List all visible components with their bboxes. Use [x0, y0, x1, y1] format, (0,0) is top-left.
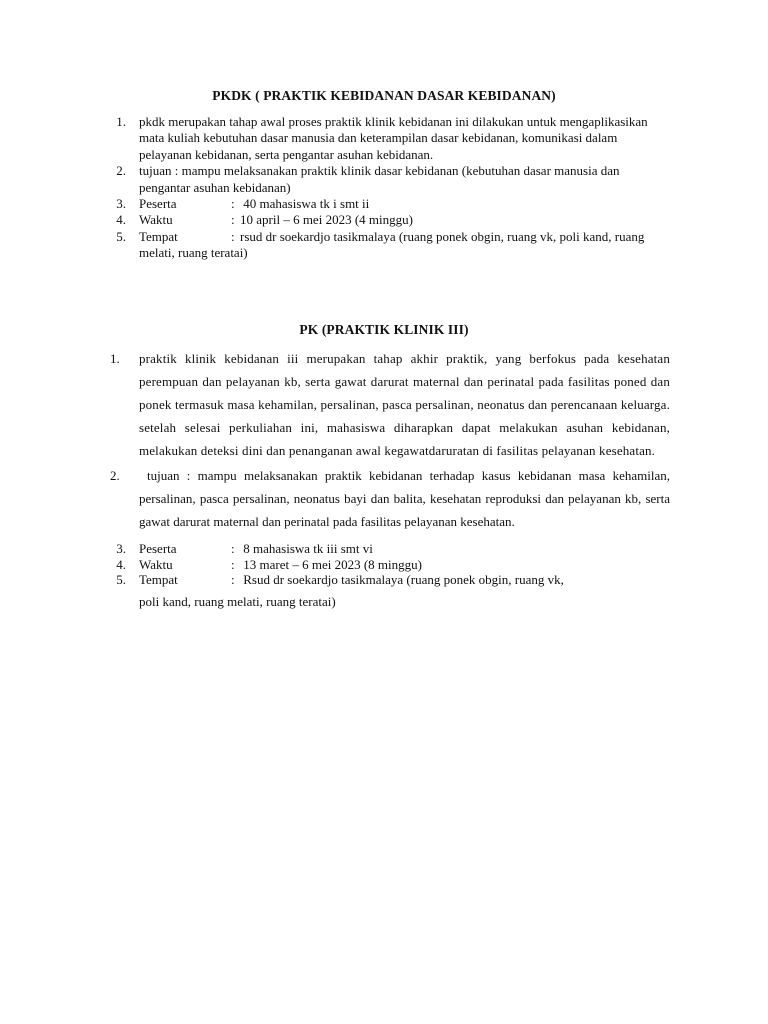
separator: : — [231, 541, 235, 556]
list-item — [110, 196, 670, 212]
item-number: 3. — [116, 541, 126, 556]
participants-label: Peserta — [139, 541, 177, 556]
item-number: 4. — [116, 212, 126, 228]
time-label: Waktu — [139, 556, 173, 572]
participants-label: Peserta — [139, 196, 177, 212]
place-row — [139, 229, 670, 262]
list-item — [110, 557, 670, 573]
item-objective: tujuan : mampu melaksanakan praktik kebidanan terhadap kasus kebidanan masa kehamilan, persalinan, pasca persalinan, neonatus bayi dan balita, kesehatan reproduksi dan pelayanan kb, serta gawat darurat maternal dan perinatal pada fasilitas pelayanan kesehatan. — [139, 468, 670, 529]
place-value: rsud dr soekardjo tasikmalaya (ruang ponek obgin, ruang vk, poli kand, ruang melati, ruang teratai) — [139, 228, 645, 261]
place-value-continued: poli kand, ruang melati, ruang teratai) — [139, 593, 336, 609]
item-objective: tujuan : mampu melaksanakan praktik klinik dasar kebidanan (kebutuhan dasar manusia dan pengantar asuhan kebidanan) — [139, 163, 620, 195]
item-number: 1. — [110, 351, 120, 366]
list-item — [110, 347, 670, 462]
list-item — [110, 572, 670, 609]
list-item — [110, 541, 670, 557]
list-item — [110, 464, 670, 533]
time-value: 10 april – 6 mei 2023 (4 minggu) — [240, 212, 413, 228]
item-number: 5. — [116, 572, 126, 587]
participants-row — [139, 196, 670, 212]
time-label: Waktu — [139, 212, 173, 228]
separator: : — [231, 212, 235, 228]
time-value: 13 maret – 6 mei 2023 (8 minggu) — [240, 556, 422, 572]
list-item — [110, 163, 670, 196]
item-number: 1. — [116, 114, 126, 129]
item-number: 2. — [110, 468, 120, 483]
separator: : — [231, 556, 235, 572]
participants-value: 40 mahasiswa tk i smt ii — [240, 196, 370, 212]
list-item — [110, 229, 670, 262]
place-value: Rsud dr soekardjo tasikmalaya (ruang ponek obgin, ruang vk, — [240, 572, 564, 587]
section-title-pk: PK (PRAKTIK KLINIK III) — [299, 322, 469, 337]
item-number: 5. — [116, 228, 126, 244]
separator: : — [231, 196, 235, 212]
separator: : — [231, 228, 235, 244]
item-number: 4. — [116, 556, 126, 572]
pkdk-list — [110, 114, 670, 262]
place-label: Tempat — [139, 228, 178, 244]
time-row — [139, 557, 670, 573]
pk-list — [110, 347, 670, 609]
item-description: pkdk merupakan tahap awal proses praktik klinik kebidanan ini dilakukan untuk mengaplikasikan mata kuliah kebutuhan dasar manusia dan keterampilan dasar kebidanan, komunikasi dalam pelayanan kebidanan, serta pengantar asuhan kebidanan. — [139, 114, 648, 162]
list-item — [110, 114, 670, 163]
time-row — [139, 212, 670, 228]
participants-value: 8 mahasiswa tk iii smt vi — [240, 541, 373, 556]
place-row — [139, 572, 670, 609]
item-description: praktik klinik kebidanan iii merupakan tahap akhir praktik, yang berfokus pada kesehatan perempuan dan pelayanan kb, serta gawat darurat maternal dan perinatal pada fasilitas poned dan ponek termasuk masa kehamilan, persalinan, pasca persalinan, neonatus dan perencanaan keluarga. setelah selesai perkuliahan ini, mahasiswa diharapkan dapat melakukan asuhan kebidanan, melakukan deteksi dini dan penanganan awal kegawatdaruratan di fasilitas pelayanan kesehatan. — [139, 351, 670, 458]
item-number: 2. — [116, 163, 126, 179]
item-number: 3. — [116, 196, 126, 212]
list-item — [110, 212, 670, 228]
section-title-pkdk: PKDK ( PRAKTIK KEBIDANAN DASAR KEBIDANAN) — [212, 88, 556, 103]
participants-row — [139, 541, 670, 557]
separator: : — [231, 572, 235, 587]
place-label: Tempat — [139, 572, 178, 587]
